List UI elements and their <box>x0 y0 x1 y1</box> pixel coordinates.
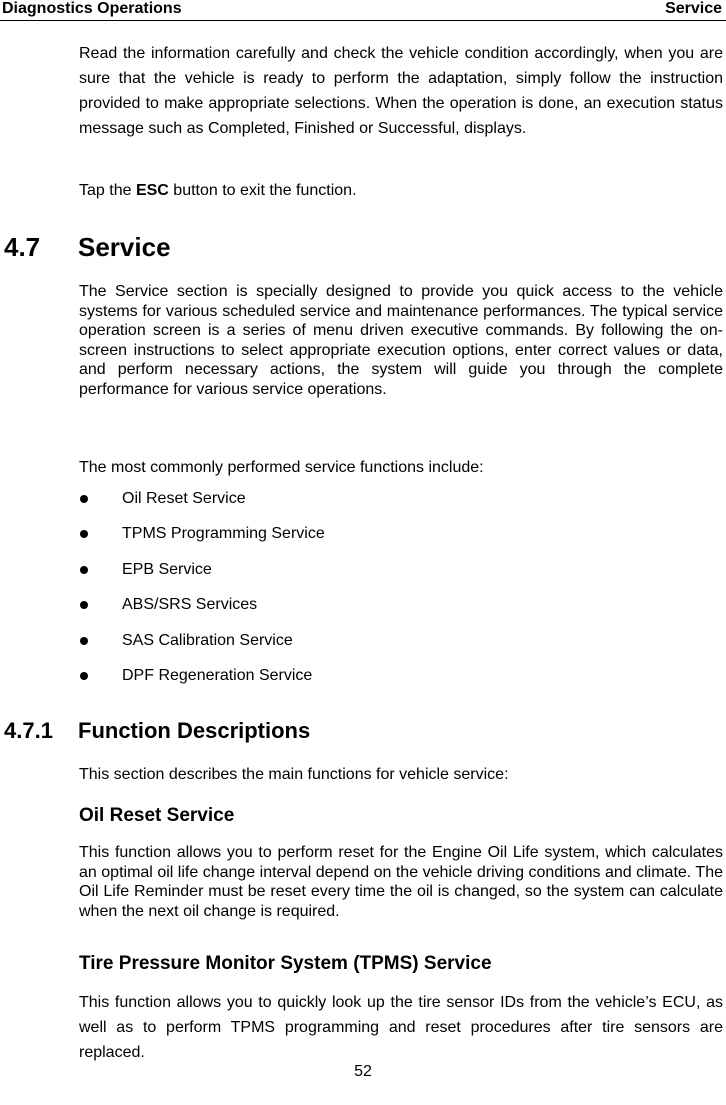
list-intro-block <box>79 455 723 480</box>
section-body <box>79 282 723 399</box>
bullet-icon <box>80 566 88 574</box>
subsection-intro: This section describes the main functions for vehicle service: <box>79 766 509 783</box>
intro-paragraph: Read the information carefully and check the vehicle condition accordingly, when you are sure that the vehicle is ready to perform the adaptation, simply follow the instruction provided to make appropriate selections. When the operation is done, an execution status message such as Completed, Finished or Successful, displays. <box>79 45 723 137</box>
header-section-title: Service <box>665 0 722 17</box>
section-title: Service <box>78 232 171 262</box>
esc-instruction <box>79 181 723 201</box>
oil-reset-paragraph: This function allows you to perform reset for the Engine Oil Life system, which calculates an optimal oil life change interval depend on the vehicle driving conditions and climate. The Oil Life Reminder must be reset every time the oil is changed, so the system can calculate when the next oil change is required. <box>79 844 723 920</box>
bullet-icon <box>80 601 88 609</box>
service-function-list <box>79 487 679 699</box>
esc-suffix: button to exit the function. <box>168 182 357 199</box>
bullet-icon <box>80 530 88 538</box>
oil-reset-block <box>79 803 723 829</box>
tpms-body <box>79 990 723 1065</box>
bullet-icon <box>80 672 88 680</box>
header-chapter-title: Diagnostics Operations <box>2 0 182 17</box>
bullet-icon <box>80 495 88 503</box>
tpms-paragraph: This function allows you to quickly look up the tire sensor IDs from the vehicle’s ECU, as well as to perform TPMS programming and reset procedures after tire sensors are replaced. <box>79 994 723 1061</box>
section-paragraph: The Service section is specially designed to provide you quick access to the vehicle systems for various scheduled service and maintenance performances. The typical service operation screen is a series of menu driven executive commands. By following the on-screen instructions to select appropriate execution options, enter correct values or data, and perform necessary actions, the system will guide you through the complete performance for various service operations. <box>79 283 723 398</box>
list-item: DPF Regeneration Service <box>79 664 679 699</box>
subsection-heading <box>4 716 310 746</box>
bullet-icon <box>80 637 88 645</box>
list-item: ABS/SRS Services <box>79 593 679 628</box>
list-item: SAS Calibration Service <box>79 629 679 664</box>
esc-prefix: Tap the <box>79 182 136 199</box>
tpms-block <box>79 951 723 977</box>
oil-reset-body <box>79 843 723 921</box>
list-intro: The most commonly performed service functions include: <box>79 459 484 476</box>
section-number: 4.7 <box>4 232 41 262</box>
subsection-intro-block <box>79 762 723 787</box>
subsection-number: 4.7.1 <box>4 718 53 743</box>
subsection-title: Function Descriptions <box>78 718 311 743</box>
oil-reset-title: Oil Reset Service <box>79 805 235 826</box>
list-item: EPB Service <box>79 558 679 593</box>
esc-key-label: ESC <box>135 182 169 199</box>
page-header <box>0 0 726 21</box>
list-item: TPMS Programming Service <box>79 522 679 557</box>
list-item: Oil Reset Service <box>79 487 679 522</box>
page-number: 52 <box>354 1063 372 1080</box>
intro-block <box>79 41 723 141</box>
tpms-title: Tire Pressure Monitor System (TPMS) Service <box>79 953 492 974</box>
section-heading <box>4 230 171 264</box>
